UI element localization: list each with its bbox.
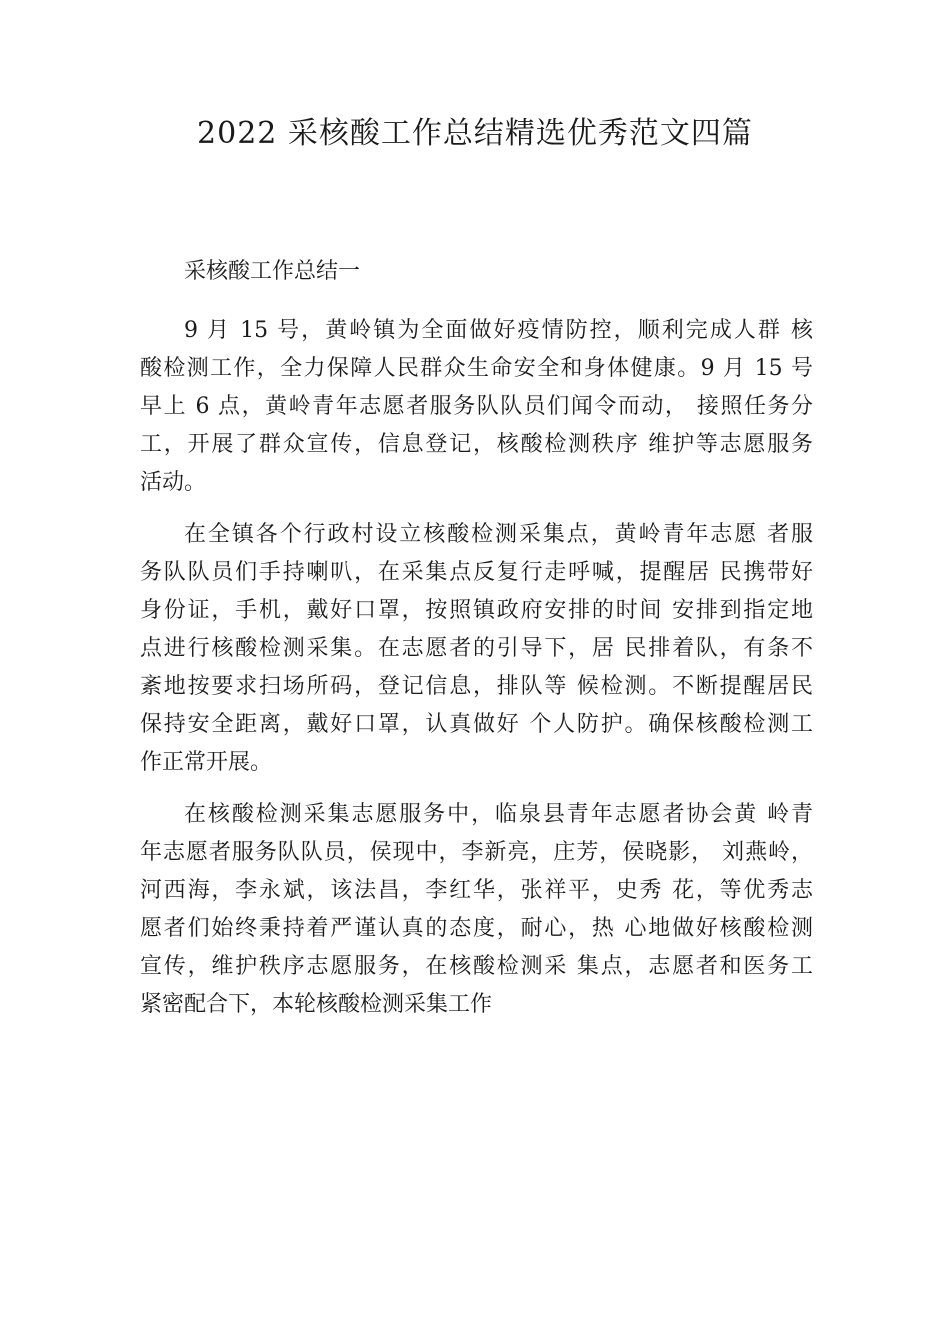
paragraph-line: 工，开展了群众宣传，信息登记，核酸检测秩序 维护等志愿服务: [140, 432, 813, 457]
paragraph-line: 点进行核酸检测采集。在志愿者的引导下，居 民排着队，有条不: [140, 636, 813, 661]
document-body: [140, 253, 813, 1038]
document-title: 2022 采核酸工作总结精选优秀范文四篇: [197, 116, 753, 151]
paragraph-line: 在全镇各个行政村设立核酸检测采集点，黄岭青年志愿 者服: [184, 522, 813, 547]
paragraph-line: 年志愿者服务队队员，侯现中，李新亮，庄芳，侯晓影， 刘燕岭，: [140, 840, 813, 865]
paragraph-line: 早上 6 点，黄岭青年志愿者服务队队员们闻令而动， 接照任务分: [140, 394, 813, 419]
paragraph-line: 9 月 15 号，黄岭镇为全面做好疫情防控，顺利完成人群 核: [184, 318, 813, 343]
paragraph-1: [140, 312, 813, 502]
paragraph-line: 愿者们始终秉持着严谨认真的态度，耐心，热 心地做好核酸检测: [140, 916, 813, 941]
paragraph-2: [140, 516, 813, 782]
paragraph-line: 宣传，维护秩序志愿服务，在核酸检测采 集点，志愿者和医务工: [140, 954, 813, 979]
paragraph-line: 保持安全距离，戴好口罩，认真做好 个人防护。确保核酸检测工: [140, 712, 813, 737]
paragraph-line: 酸检测工作，全力保障人民群众生命安全和身体健康。9 月 15 号: [140, 356, 813, 381]
paragraph-line: 身份证，手机，戴好口罩，按照镇政府安排的时间 安排到指定地: [140, 598, 813, 623]
paragraph-line: 河西海，李永斌，该法昌，李红华，张祥平，史秀 花，等优秀志: [140, 878, 813, 903]
section-heading: 采核酸工作总结一: [184, 259, 361, 284]
paragraph-line: 务队队员们手持喇叭，在采集点反复行走呼喊，提醒居 民携带好: [140, 560, 813, 585]
paragraph-line: 活动。: [140, 470, 207, 495]
paragraph-line: 在核酸检测采集志愿服务中，临泉县青年志愿者协会黄 岭青: [184, 802, 813, 827]
paragraph-line: 作正常开展。: [140, 750, 273, 775]
paragraph-3: [140, 796, 813, 1024]
paragraph-line: 紧密配合下，本轮核酸检测采集工作: [140, 992, 493, 1017]
paragraph-line: 紊地按要求扫场所码，登记信息，排队等 候检测。不断提醒居民: [140, 674, 813, 699]
